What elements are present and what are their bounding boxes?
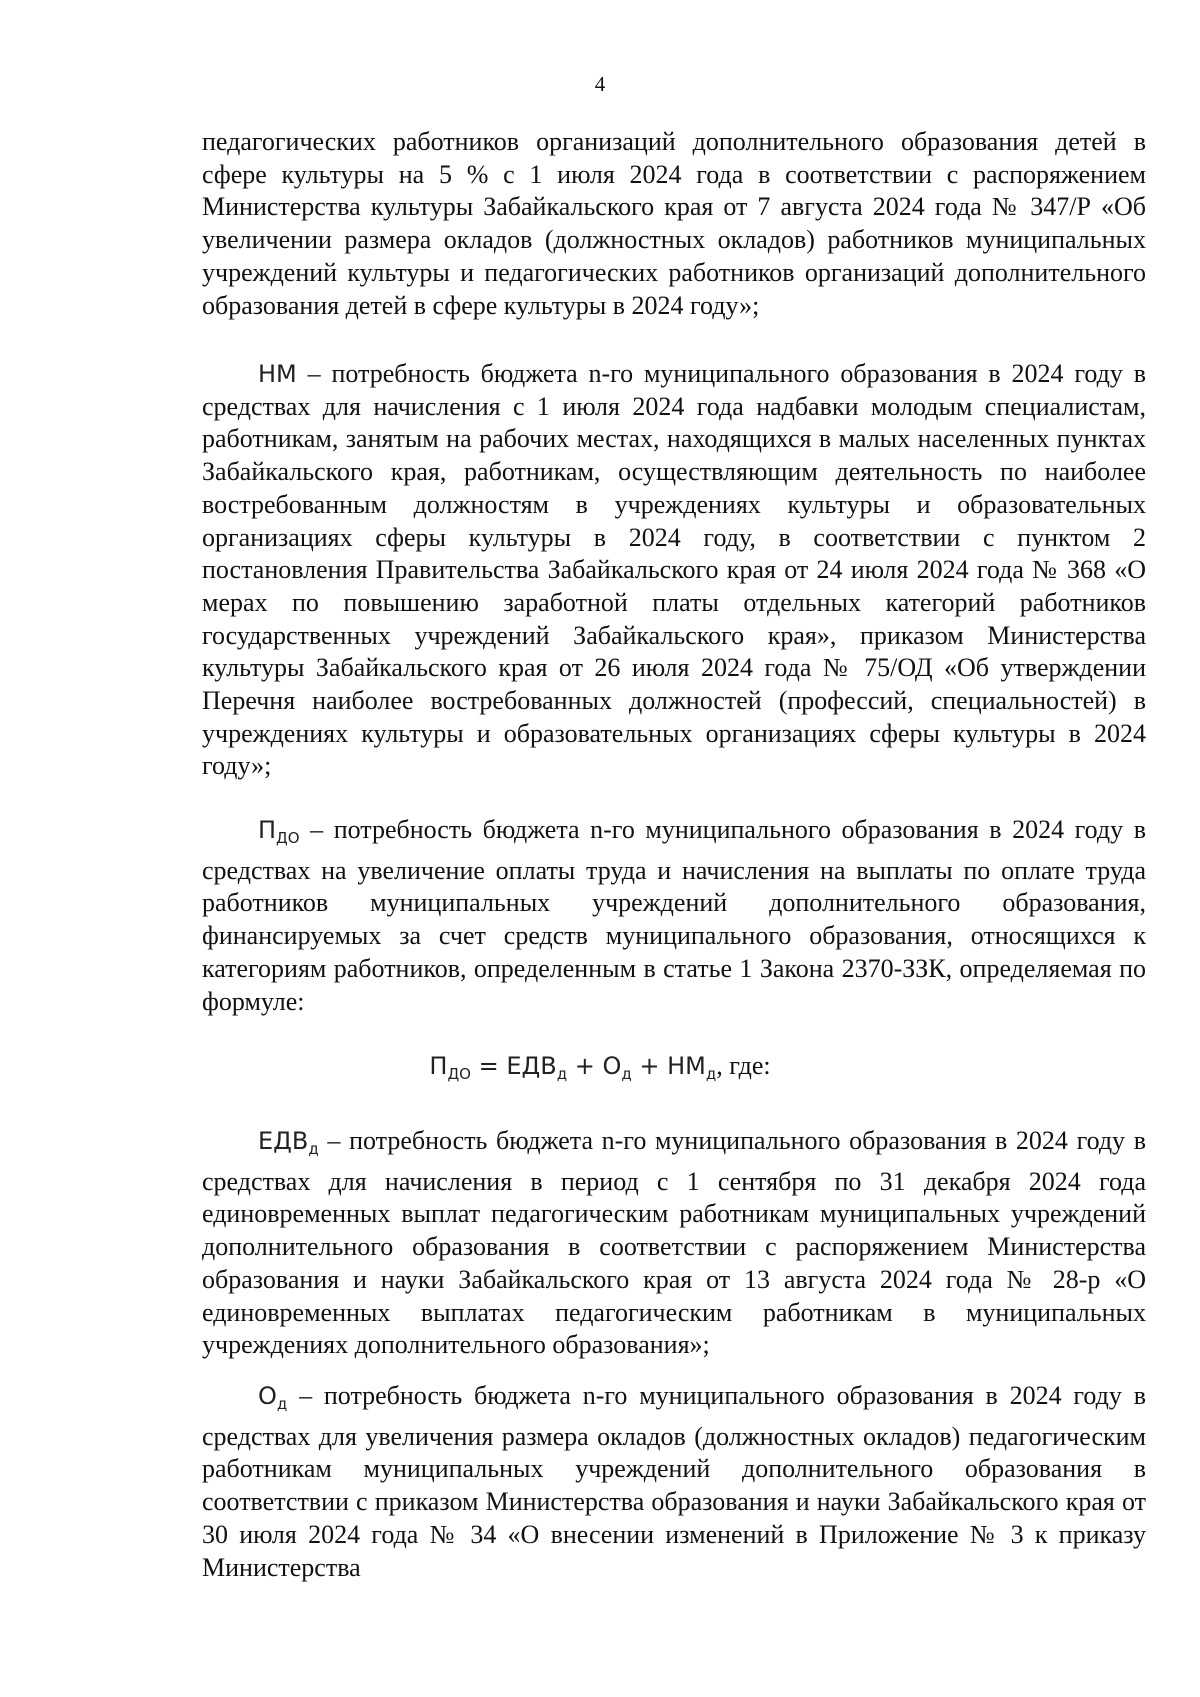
symbol-nm: НМ (258, 360, 297, 388)
paragraph-pdo-definition (202, 814, 1146, 1018)
symbol-edv-subscript: д (308, 1140, 319, 1158)
formula-lhs-subscript: ДО (447, 1065, 471, 1083)
paragraph-nm-definition (202, 358, 1146, 783)
symbol-pdo-subscript: ДО (276, 829, 300, 847)
formula-term-o: + О (567, 1052, 622, 1080)
formula-term-edv-subscript: д (556, 1065, 568, 1083)
symbol-od (258, 1382, 288, 1413)
paragraph-edv-definition (202, 1125, 1146, 1362)
symbol-od-main: О (258, 1382, 277, 1410)
formula-term-edv: = ЕДВ (470, 1052, 557, 1080)
symbol-edv (258, 1127, 319, 1158)
formula-lhs: П (429, 1052, 448, 1080)
formula-tail: , где: (716, 1051, 771, 1080)
formula-term-o-subscript: д (621, 1065, 632, 1083)
symbol-pdo (258, 816, 300, 847)
symbol-pdo-main: П (258, 816, 277, 844)
formula-term-nm-subscript: д (705, 1065, 717, 1083)
symbol-od-subscript: д (276, 1395, 288, 1413)
symbol-edv-main: ЕДВ (258, 1127, 309, 1155)
paragraph-od-text: – потребность бюджета n-го муниципального образования в 2024 году в средствах для увеличения размера окладов (должностных окладов) педагогическим работникам муниципальных учреждений дополнительного образования в соответствии с приказом Министерства образования и науки Забайкальского края от 30 июля 2024 года № 34 «О внесении изменений в Приложение № 3 к приказу Министерства (202, 1381, 1146, 1582)
page-number: 4 (594, 72, 606, 96)
paragraph-od-definition (202, 1380, 1146, 1584)
paragraph-nm-text: – потребность бюджета n-го муниципального образования в 2024 году в средствах для начисления с 1 июля 2024 года надбавки молодым специалистам, работникам, занятым на рабочих местах, находящихся в малых населенных пунктах Забайкальского края, работникам, осуществляющим деятельность по наиболее востребованным должностям в учреждениях культуры и образовательных организациях сферы культуры в 2024 году, в соответствии с пунктом 2 постановления Правительства Забайкальского края от 24 июля 2024 года № 368 «О мерах по повышению заработной платы отдельных категорий работников государственных учреждений Забайкальского края», приказом Министерства культуры Забайкальского края от 26 июля 2024 года № 75/ОД «Об утверждении Перечня наиболее востребованных должностей (профессий, специальностей) в учреждениях культуры и образовательных организациях сферы культуры в 2024 году»; (202, 359, 1146, 781)
paragraph-edv-text: – потребность бюджета n-го муниципального образования в 2024 году в средствах для начисления в период с 1 сентября по 31 декабря 2024 года единовременных выплат педагогическим работникам муниципальных учреждений дополнительного образования в соответствии с распоряжением Министерства образования и науки Забайкальского края от 13 августа 2024 года № 28-р «О единовременных выплатах педагогическим работникам в муниципальных учреждениях дополнительного образования»; (202, 1126, 1146, 1360)
formula-pdo (0, 1050, 1200, 1090)
paragraph-salary-increase-tail: педагогических работников организаций дополнительного образования детей в сфере культуры на 5 % с 1 июля 2024 года в соответствии с распоряжением Министерства культуры Забайкальского края от 7 августа 2024 года № 347/Р «Об увеличении размера окладов (должностных окладов) работников муниципальных учреждений культуры и педагогических работников организаций дополнительного образования детей в сфере культуры в 2024 году»; (202, 127, 1146, 320)
formula-term-nm: + НМ (631, 1052, 706, 1080)
paragraph-pdo-text: – потребность бюджета n-го муниципального образования в 2024 году в средствах на увеличение оплаты труда и начисления на выплаты по оплате труда работников муниципальных учреждений дополнительного образования, финансируемых за счет средств муниципального образования, относящихся к категориям работников, определенным в статье 1 Закона 2370-ЗЗК, определяемая по формуле: (202, 815, 1146, 1016)
